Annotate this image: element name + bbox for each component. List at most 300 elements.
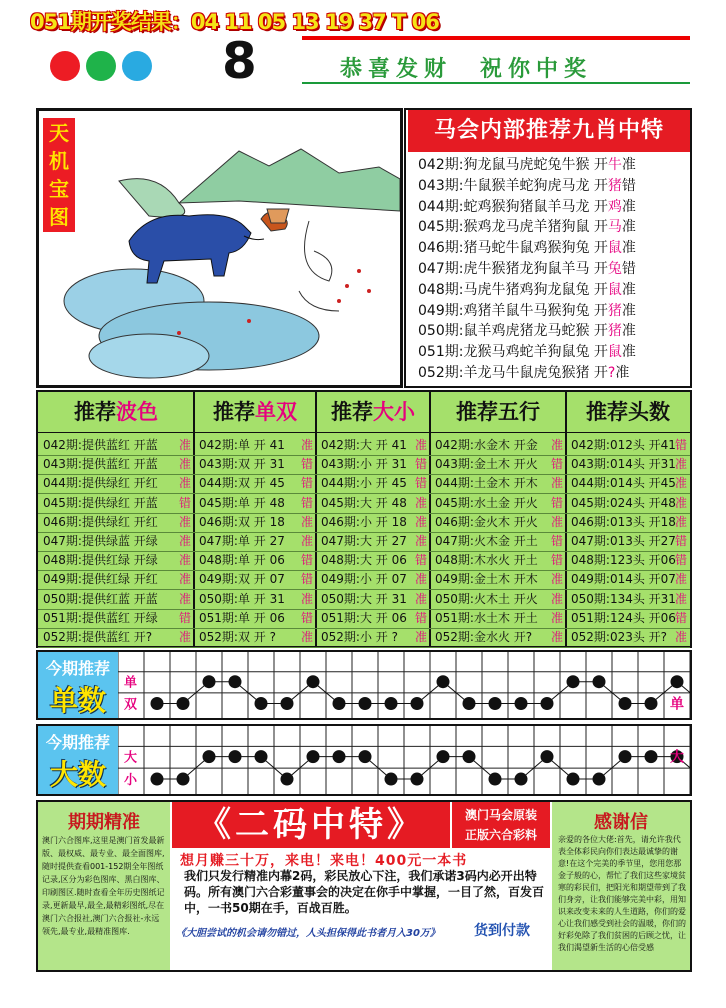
trend-point — [385, 697, 398, 710]
grid-cell — [43, 513, 191, 532]
grid-cell-verdict: 准 — [178, 438, 191, 452]
trend-point — [541, 697, 554, 710]
grid-cell-verdict: 错 — [550, 553, 563, 568]
grid-cell-text: 045期:水土金 开火 — [435, 495, 538, 510]
grid-cell-verdict: 准 — [674, 495, 687, 510]
grid-cell — [321, 590, 427, 609]
grid-cell-verdict: 准 — [300, 438, 313, 452]
grid-cell-text: 048期:123头 开06 — [571, 553, 676, 568]
mahui-zodiacs: 牛鼠猴羊蛇狗虎马龙 — [463, 177, 590, 194]
mahui-verdict: 准 — [621, 323, 636, 340]
grid-cell-text: 048期:木水火 开土 — [435, 553, 538, 568]
grid-cell-text: 051期:提供蓝红 开绿 — [43, 610, 158, 625]
grid-cell-text: 042期:单 开 41 — [199, 438, 285, 452]
mahui-row — [418, 321, 636, 342]
grid-cell-verdict: 准 — [178, 572, 191, 587]
grid-cell — [571, 474, 687, 493]
grid-cell-text: 048期:大 开 06 — [321, 553, 407, 568]
mahui-issue: 047期: — [418, 261, 464, 277]
grid-cell — [571, 551, 687, 570]
grid-cell-verdict: 准 — [178, 553, 191, 568]
grid-cell-verdict: 错 — [414, 553, 427, 568]
grid-cell-text: 047期:013头 开27 — [571, 534, 676, 548]
trend-row-bottom: 双 — [124, 697, 138, 713]
grid-cell-verdict: 错 — [414, 610, 427, 625]
mahui-issue: 043期: — [418, 177, 464, 194]
mahui-result: 牛 — [607, 157, 622, 173]
mahui-issue: 046期: — [418, 240, 464, 257]
grid-cell-text: 042期:提供蓝红 开蓝 — [43, 438, 158, 452]
trend-point — [151, 697, 164, 710]
mahui-title: 马会内部推荐九肖中特 — [408, 110, 690, 152]
grid-cell — [571, 455, 687, 474]
mahui-row — [418, 217, 636, 238]
blue-ball-icon — [122, 51, 152, 81]
trend-point — [645, 697, 658, 710]
grid-cell-verdict: 准 — [414, 572, 427, 587]
grid-cell-text: 052期:提供蓝红 开? — [43, 630, 153, 644]
grid-header-accent: 大小 — [373, 399, 415, 424]
grid-cell-text: 050期:火木土 开火 — [435, 591, 538, 606]
grid-cell — [321, 513, 427, 532]
trend-point — [359, 697, 372, 710]
grid-cell — [199, 532, 313, 551]
grid-cell-text: 051期:124头 开06 — [571, 610, 676, 625]
mahui-issue: 049期: — [418, 302, 464, 319]
grid-cell — [435, 494, 563, 513]
trend-point — [619, 697, 632, 710]
grid-cell — [571, 570, 687, 589]
grid-cell — [43, 551, 191, 570]
grid-cell-text: 052期:小 开 ? — [321, 630, 398, 644]
mahui-open: 开 — [589, 323, 608, 340]
grid-cell-text: 045期:024头 开48 — [571, 495, 676, 510]
grid-cell-text: 052期:双 开 ? — [199, 630, 276, 644]
grid-cell — [199, 590, 313, 609]
macao-line1: 澳门马会原装 — [464, 808, 537, 822]
grid-cell-verdict: 错 — [414, 476, 427, 491]
grid-cell — [435, 609, 563, 628]
grid-header-accent: 波色 — [116, 399, 158, 424]
grid-cell — [43, 474, 191, 493]
grid-cell — [435, 474, 563, 493]
grid-header: 推荐单双 — [213, 399, 297, 424]
mahui-verdict: 准 — [615, 365, 630, 381]
mahui-verdict: 准 — [621, 344, 636, 361]
grid-cell-verdict: 准 — [674, 591, 687, 606]
trend-point — [437, 750, 450, 763]
mahui-open: 开 — [589, 365, 608, 381]
left-text: 澳门六合图库,这里是澳门首发最新版、最权威、最专业、最全面图库,随时提供查看001-152期全年图纸记录,区分为彩色图库、黑白图库、印刷图区.随时查看全年历史图纸记录,更新最早,最全,最精彩图纸,尽在澳门六合报社,澳门六合报社-永远领先,最专业,最精准图库. — [42, 836, 165, 936]
mahui-issue: 051期: — [418, 344, 464, 361]
mahui-verdict: 准 — [621, 198, 636, 215]
grid-cell — [571, 513, 687, 532]
boar-illustration — [39, 111, 400, 385]
grid-cell-verdict: 错 — [674, 553, 687, 568]
trend-row-top: 单 — [124, 675, 138, 691]
mahui-zodiacs: 鼠羊鸡虎猪龙马蛇猴 — [463, 323, 590, 340]
grid-cell-verdict: 准 — [550, 610, 563, 625]
grid-cell-verdict: 准 — [178, 591, 191, 606]
grid-cell-verdict: 错 — [674, 438, 687, 452]
bigsmall-label-big: 大数 — [49, 758, 106, 791]
grid-cell-verdict: 准 — [414, 438, 427, 452]
mahui-row — [418, 238, 636, 259]
grid-cell — [435, 590, 563, 609]
bigsmall-label-top: 今期推荐 — [45, 733, 110, 752]
erma-title: 《二码中特》 — [172, 802, 450, 848]
trend-point — [333, 697, 346, 710]
mahui-row — [418, 363, 629, 384]
grid-cell-verdict: 准 — [550, 630, 563, 644]
mahui-verdict: 准 — [621, 240, 636, 257]
grid-cell — [321, 455, 427, 474]
grid-cell — [43, 436, 191, 455]
trend-point — [229, 675, 242, 688]
grid-cell — [43, 609, 191, 628]
mahui-verdict: 准 — [621, 219, 636, 236]
grid-cell-verdict: 错 — [674, 534, 687, 548]
grid-cell-verdict: 错 — [300, 457, 313, 472]
mahui-verdict: 准 — [621, 302, 636, 319]
trend-point — [281, 773, 294, 786]
grid-cell — [435, 532, 563, 551]
grid-cell-verdict: 错 — [300, 610, 313, 625]
mahui-open: 开 — [589, 219, 608, 236]
left-title: 期期精准 — [68, 812, 140, 833]
grid-cell-verdict: 准 — [414, 630, 427, 644]
trend-end-label: 大 — [670, 749, 684, 766]
grid-cell — [435, 570, 563, 589]
grid-cell-text: 043期:双 开 31 — [199, 457, 285, 472]
trend-point — [333, 750, 346, 763]
mahui-open: 开 — [589, 157, 608, 173]
grid-header-accent: 单双 — [255, 399, 297, 424]
mahui-issue: 045期: — [418, 219, 464, 236]
mahui-open: 开 — [589, 302, 608, 319]
grid-cell-text: 043期:014头 开31 — [571, 457, 676, 472]
grid-cell-text: 044期:小 开 45 — [321, 476, 407, 491]
trend-point — [229, 750, 242, 763]
grid-cell-verdict: 准 — [674, 476, 687, 491]
mahui-result: 鼠 — [607, 281, 622, 298]
trend-point — [437, 675, 450, 688]
red-ball-icon — [50, 51, 80, 81]
mahui-result: 猪 — [607, 177, 622, 194]
grid-cell-text: 042期:012头 开41 — [571, 438, 676, 452]
grid-cell-text: 048期:单 开 06 — [199, 553, 285, 568]
grid-cell-text: 045期:单 开 48 — [199, 495, 285, 510]
mahui-row — [418, 176, 636, 197]
grid-cell — [199, 513, 313, 532]
trend-point — [307, 675, 320, 688]
grid-cell-text: 052期:金水火 开? — [435, 630, 533, 644]
trend-point — [177, 773, 190, 786]
grid-cell-text: 047期:火木金 开土 — [435, 534, 538, 548]
ad-body: 我们只发行精准内幕2码，彩民放心下注，我们承诺3码内必开出特码。所有澳门六合彩董事会的决定在你手中掌握，一目了然，百发百中，一书50期在手，百战百胜。 — [184, 869, 545, 915]
grid-header: 推荐大小 — [331, 399, 415, 424]
trend-point — [567, 675, 580, 688]
grid-cell — [435, 513, 563, 532]
grid-cell-verdict: 准 — [178, 630, 191, 644]
mahui-zodiacs: 猴鸡龙马虎羊猪狗鼠 — [463, 219, 590, 236]
grid-cell-verdict: 准 — [300, 630, 313, 644]
ad-banner: 《大胆尝试的机会请勿错过，人头担保得此书者月入30万》 — [176, 928, 440, 939]
grid-cell — [321, 532, 427, 551]
grid-header: 推荐五行 — [456, 399, 540, 424]
trend-end-label: 单 — [670, 696, 684, 713]
grid-cell — [199, 436, 313, 455]
grid-cell-text: 044期:土金木 开木 — [435, 476, 538, 491]
grid-cell-text: 049期:014头 开07 — [571, 572, 676, 587]
grid-cell-verdict: 准 — [414, 534, 427, 548]
grid-cell-text: 048期:提供红绿 开绿 — [43, 553, 158, 568]
grid-cell — [435, 628, 563, 647]
oddeven-label-big: 单数 — [49, 684, 106, 717]
grid-cell — [199, 474, 313, 493]
grid-cell — [43, 570, 191, 589]
monthly-headline: 想月赚三十万，来电！来电！400元一本书 — [180, 853, 468, 869]
mahui-zodiacs: 猪马蛇牛鼠鸡猴狗兔 — [463, 240, 590, 257]
trend-point — [645, 750, 658, 763]
mahui-open: 开 — [589, 344, 608, 361]
grid-cell-verdict: 准 — [300, 591, 313, 606]
grid-cell — [321, 628, 427, 647]
grid-cell-text: 049期:双 开 07 — [199, 572, 285, 587]
tianji-picture — [36, 108, 403, 388]
grid-cell-verdict: 准 — [674, 457, 687, 472]
mahui-zodiacs: 鸡猪羊鼠牛马猴狗兔 — [463, 302, 590, 319]
grid-cell-verdict: 错 — [300, 553, 313, 568]
grid-cell-verdict: 准 — [414, 591, 427, 606]
grid-cell-verdict: 准 — [550, 572, 563, 587]
mahui-zodiacs: 蛇鸡猴狗猪鼠羊马龙 — [463, 198, 590, 215]
trend-point — [151, 773, 164, 786]
grid-cell-verdict: 准 — [178, 534, 191, 548]
grid-cell — [571, 609, 687, 628]
grid-cell-verdict: 准 — [178, 514, 191, 529]
macao-line2: 正版六合彩料 — [464, 828, 537, 842]
grid-cell-text: 046期:金火木 开火 — [435, 514, 538, 529]
grid-cell-text: 050期:134头 开31 — [571, 591, 676, 606]
grid-cell — [43, 494, 191, 513]
grid-cell-text: 051期:单 开 06 — [199, 610, 285, 625]
mahui-open: 开 — [589, 240, 608, 257]
grid-cell-text: 045期:提供绿红 开蓝 — [43, 495, 158, 510]
grid-cell-text: 049期:金土木 开木 — [435, 572, 538, 587]
mahui-zodiacs: 虎牛猴猪龙狗鼠羊马 — [463, 261, 590, 277]
grid-cell — [571, 590, 687, 609]
grid-cell — [199, 609, 313, 628]
mahui-result: 鼠 — [607, 344, 622, 361]
grid-cell-text: 044期:提供绿红 开红 — [43, 476, 158, 491]
grid-cell — [571, 532, 687, 551]
mahui-issue: 052期: — [418, 365, 464, 381]
grid-cell — [571, 494, 687, 513]
mahui-result: ? — [607, 365, 616, 381]
mahui-row — [418, 301, 636, 322]
trend-point — [411, 697, 424, 710]
grid-cell — [435, 436, 563, 455]
grid-cell-verdict: 准 — [674, 572, 687, 587]
grid-cell-verdict: 准 — [550, 476, 563, 491]
grid-cell-verdict: 准 — [674, 514, 687, 529]
mahui-result: 猪 — [607, 302, 622, 319]
grid-cell-verdict: 错 — [550, 457, 563, 472]
grid-cell-verdict: 错 — [300, 495, 313, 510]
grid-cell — [199, 628, 313, 647]
trend-point — [541, 750, 554, 763]
right-text: 亲爱的各位大佬:首先，请允许我代表全体彩民向你们表达最诚挚的谢意!在这个完美的季节里，您用您那金子般的心，帮忙了我们这些家境贫寒的彩民们，把阳光和期望带到了我们身旁，让我们能够完美中彩，用知识来改变未来的人生道路，你们的爱心让我们感受到社会的温暖，你们的好彩免除了我们贫困的后顾之忧，让我们渴望新生活的心倍受感 — [558, 835, 686, 952]
trend-point — [463, 750, 476, 763]
grid-cell — [43, 628, 191, 647]
mahui-verdict: 错 — [621, 261, 636, 277]
mahui-issue: 048期: — [418, 281, 464, 298]
grid-row-rule — [38, 647, 690, 648]
header-red-rule — [302, 36, 690, 40]
trend-point — [671, 675, 684, 688]
grid-cell — [199, 494, 313, 513]
trend-point — [359, 750, 372, 763]
trend-point — [385, 773, 398, 786]
grid-cell-text: 047期:单 开 27 — [199, 534, 285, 548]
grid-cell — [199, 455, 313, 474]
trend-point — [411, 773, 424, 786]
issue-number: 8 — [222, 32, 257, 90]
trend-point — [203, 675, 216, 688]
grid-cell-verdict: 错 — [300, 476, 313, 491]
grid-cell-verdict: 错 — [674, 610, 687, 625]
mahui-row — [418, 259, 636, 280]
trend-point — [567, 773, 580, 786]
macao-badge — [452, 802, 550, 848]
mahui-issue: 044期: — [418, 198, 464, 215]
mahui-zodiacs: 龙猴马鸡蛇羊狗鼠兔 — [463, 344, 590, 361]
trend-point — [515, 697, 528, 710]
draw-result: 051期开奖结果：04 11 05 13 19 37 T 06 — [30, 10, 439, 34]
grid-cell — [43, 455, 191, 474]
mahui-verdict: 准 — [621, 281, 636, 298]
grid-cell-text: 051期:大 开 06 — [321, 610, 407, 625]
grid-cell-verdict: 错 — [178, 495, 191, 510]
grid-header: 推荐头数 — [586, 399, 670, 424]
grid-cell-text: 049期:小 开 07 — [321, 572, 407, 587]
grid-cell-text: 046期:提供绿红 开红 — [43, 514, 158, 529]
grid-cell-text: 051期:水土木 开土 — [435, 610, 538, 625]
trend-point — [255, 697, 268, 710]
mahui-row — [418, 280, 636, 301]
mahui-zodiacs: 马虎牛猪鸡狗龙鼠兔 — [463, 281, 590, 298]
grid-cell-text: 052期:023头 开? — [571, 630, 668, 644]
grid-cell-text: 047期:提供绿蓝 开绿 — [43, 534, 158, 548]
trend-point — [281, 697, 294, 710]
mahui-open: 开 — [589, 177, 608, 194]
green-ball-icon — [86, 51, 116, 81]
grid-cell-text: 046期:013头 开18 — [571, 514, 676, 529]
grid-cell — [321, 551, 427, 570]
trend-point — [489, 773, 502, 786]
grid-cell — [435, 455, 563, 474]
grid-cell-verdict: 错 — [300, 572, 313, 587]
slogan: 恭喜发财 祝你中奖 — [340, 56, 593, 82]
grid-cell-text: 042期:大 开 41 — [321, 438, 407, 452]
grid-cell — [321, 474, 427, 493]
grid-cell-text: 046期:双 开 18 — [199, 514, 285, 529]
mahui-result: 鸡 — [607, 198, 622, 215]
grid-cell — [43, 590, 191, 609]
grid-cell-verdict: 准 — [300, 514, 313, 529]
grid-cell-text: 044期:双 开 45 — [199, 476, 285, 491]
grid-cell-verdict: 错 — [550, 495, 563, 510]
bigsmall-trend-chart — [118, 726, 690, 794]
trend-point — [463, 697, 476, 710]
grid-cell — [199, 570, 313, 589]
mahui-issue: 042期: — [418, 157, 464, 173]
mahui-verdict: 准 — [621, 157, 636, 173]
trend-point — [593, 773, 606, 786]
grid-cell — [435, 551, 563, 570]
grid-cell-text: 047期:大 开 27 — [321, 534, 407, 548]
grid-cell-verdict: 错 — [414, 457, 427, 472]
mahui-row — [418, 197, 636, 218]
grid-cell-verdict: 准 — [300, 534, 313, 548]
mahui-result: 猪 — [607, 323, 622, 340]
grid-cell — [321, 609, 427, 628]
mahui-row — [418, 155, 636, 176]
grid-cell-text: 043期:提供蓝红 开蓝 — [43, 457, 158, 472]
grid-cell-verdict: 准 — [414, 514, 427, 529]
pay-on-delivery: 货到付款 — [474, 923, 530, 939]
picture-title: 天机宝图 — [43, 118, 75, 232]
grid-cell-verdict: 错 — [550, 534, 563, 548]
trend-point — [489, 697, 502, 710]
trend-point — [593, 675, 606, 688]
grid-cell-text: 050期:单 开 31 — [199, 591, 285, 606]
grid-cell — [321, 494, 427, 513]
mahui-open: 开 — [589, 198, 608, 215]
trend-row-bottom: 小 — [124, 773, 138, 789]
oddeven-trend-chart — [118, 652, 690, 718]
grid-cell-text: 050期:大 开 31 — [321, 591, 407, 606]
grid-cell-verdict: 准 — [550, 591, 563, 606]
grid-cell-text: 049期:提供红绿 开红 — [43, 572, 158, 587]
grid-cell-verdict: 准 — [550, 514, 563, 529]
trend-point — [203, 750, 216, 763]
mahui-zodiacs: 羊龙马牛鼠虎兔猴猪 — [463, 365, 590, 381]
trend-point — [515, 773, 528, 786]
grid-cell-text: 050期:提供红蓝 开蓝 — [43, 591, 158, 606]
grid-cell-text: 042期:水金木 开金 — [435, 438, 538, 452]
mahui-result: 兔 — [607, 261, 622, 277]
grid-cell-text: 045期:大 开 48 — [321, 495, 407, 510]
grid-cell-text: 044期:014头 开45 — [571, 476, 676, 491]
grid-cell — [571, 628, 687, 647]
trend-point — [619, 750, 632, 763]
mahui-zodiacs: 狗龙鼠马虎蛇兔牛猴 — [463, 157, 590, 173]
trend-point — [177, 697, 190, 710]
grid-cell — [321, 570, 427, 589]
mahui-result: 鼠 — [607, 240, 622, 257]
grid-cell — [199, 551, 313, 570]
grid-cell-verdict: 准 — [178, 476, 191, 491]
grid-cell-verdict: 准 — [550, 438, 563, 452]
mahui-result: 马 — [607, 219, 622, 236]
oddeven-label-top: 今期推荐 — [45, 659, 110, 678]
oddeven-label — [38, 652, 118, 718]
grid-cell — [321, 436, 427, 455]
grid-cell-verdict: 准 — [178, 457, 191, 472]
mahui-row — [418, 342, 636, 363]
